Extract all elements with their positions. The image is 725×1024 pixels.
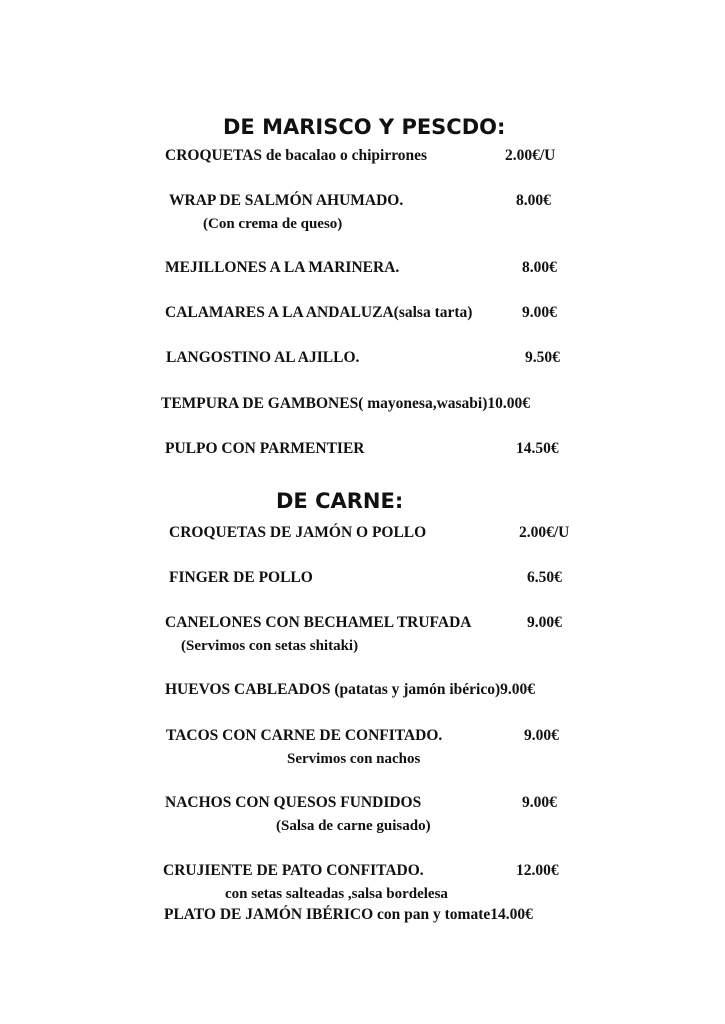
item-price: 9.50€ <box>525 349 560 366</box>
item-price: 2.00€/U <box>505 147 556 164</box>
item-name: CROQUETAS DE JAMÓN O POLLO <box>169 524 427 541</box>
item-name: TACOS CON CARNE DE CONFITADO. <box>166 727 443 744</box>
item-name: MEJILLONES A LA MARINERA. <box>165 259 400 276</box>
item-name: NACHOS CON QUESOS FUNDIDOS <box>165 794 422 811</box>
item-note: (Con crema de queso) <box>203 216 343 232</box>
item-price: 2.00€/U <box>519 524 570 541</box>
item-price: 9.00€ <box>524 727 559 744</box>
item-name: FINGER DE POLLO <box>169 569 313 586</box>
item-name: PULPO CON PARMENTIER <box>165 440 365 457</box>
section-title-marisco: DE MARISCO Y PESCDO: <box>223 115 506 139</box>
item-note: con setas salteadas ,salsa bordelesa <box>225 886 448 902</box>
section-title-carne: DE CARNE: <box>276 489 404 513</box>
item-price: 14.50€ <box>516 440 559 457</box>
item-name: LANGOSTINO AL AJILLO. <box>166 349 360 366</box>
item-note: (Servimos con setas shitaki) <box>181 638 359 654</box>
item-name: CROQUETAS de bacalao o chipirrones <box>165 147 428 164</box>
item-note: (Salsa de carne guisado) <box>276 818 431 834</box>
item-note: Servimos con nachos <box>287 751 421 767</box>
item-price: 8.00€ <box>522 259 557 276</box>
item-name: CRUJIENTE DE PATO CONFITADO. <box>163 862 424 879</box>
item-name: CALAMARES A LA ANDALUZA(salsa tarta) <box>165 304 473 321</box>
item-name: CANELONES CON BECHAMEL TRUFADA <box>165 614 472 631</box>
item-name: HUEVOS CABLEADOS (patatas y jamón ibérico)9.00€ <box>165 681 535 698</box>
item-price: 9.00€ <box>522 304 557 321</box>
item-name: WRAP DE SALMÓN AHUMADO. <box>169 192 404 209</box>
item-price: 6.50€ <box>527 569 562 586</box>
item-name: PLATO DE JAMÓN IBÉRICO con pan y tomate14.00€ <box>164 906 533 923</box>
item-price: 12.00€ <box>516 862 559 879</box>
item-price: 9.00€ <box>527 614 562 631</box>
item-price: 9.00€ <box>522 794 557 811</box>
item-name: TEMPURA DE GAMBONES( mayonesa,wasabi)10.00€ <box>161 395 531 412</box>
item-price: 8.00€ <box>516 192 551 209</box>
